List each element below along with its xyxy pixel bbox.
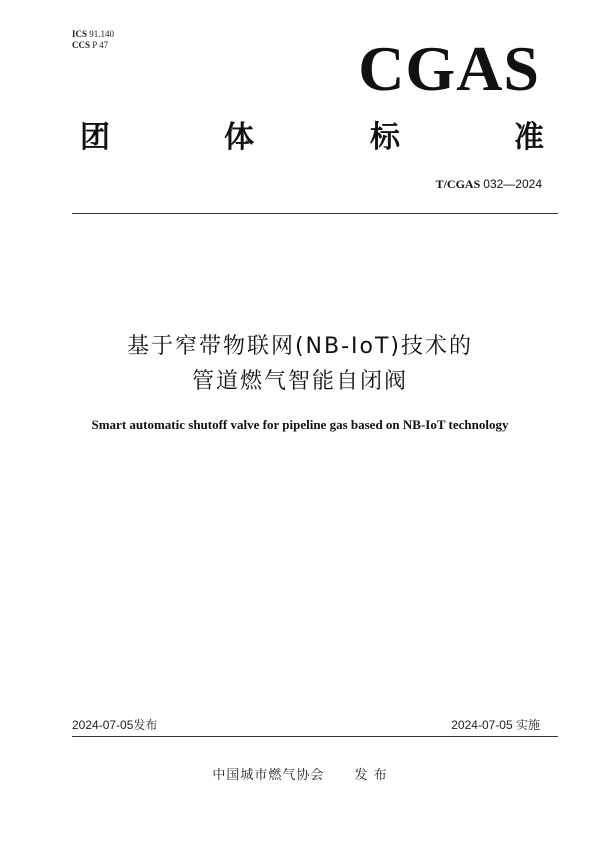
- title-cn-line1: 基于窄带物联网(NB-IoT)技术的: [126, 334, 474, 359]
- ics-line: [72, 29, 114, 40]
- standard-kind-char: 准: [514, 120, 544, 155]
- ics-label: ICS: [72, 29, 88, 39]
- release-date-value: 2024-07-05: [72, 718, 134, 732]
- cgas-logo: CGAS: [358, 33, 540, 104]
- release-date: [72, 716, 157, 733]
- publisher: [0, 764, 600, 783]
- standard-kind-char: 团: [80, 120, 110, 155]
- standard-kind: [0, 118, 600, 160]
- release-label: 发布: [133, 718, 158, 732]
- publisher-action: 发 布: [354, 768, 388, 783]
- ccs-line: [72, 40, 114, 51]
- title-en: Smart automatic shutoff valve for pipeline gas based on NB-IoT technology: [91, 417, 509, 432]
- classification-codes: [72, 29, 114, 51]
- implementation-date-value: 2024-07-05: [451, 718, 513, 732]
- standard-code-number: 032—2024: [483, 177, 542, 191]
- top-divider: [72, 213, 558, 214]
- bottom-divider: [72, 736, 558, 737]
- standard-kind-char: 体: [224, 120, 254, 155]
- implementation-label: 实施: [515, 718, 540, 732]
- standard-code-prefix: T/CGAS: [435, 177, 481, 191]
- title-cn-line2: 管道燃气智能自闭阀: [191, 369, 408, 394]
- ccs-label: CCS: [72, 40, 91, 50]
- standard-code: [436, 177, 542, 192]
- implementation-date: [451, 716, 540, 733]
- publisher-name: 中国城市燃气协会: [212, 768, 325, 783]
- ccs-code: P 47: [92, 40, 109, 50]
- ics-code: 91.140: [89, 29, 115, 39]
- standard-kind-char: 标: [370, 120, 400, 155]
